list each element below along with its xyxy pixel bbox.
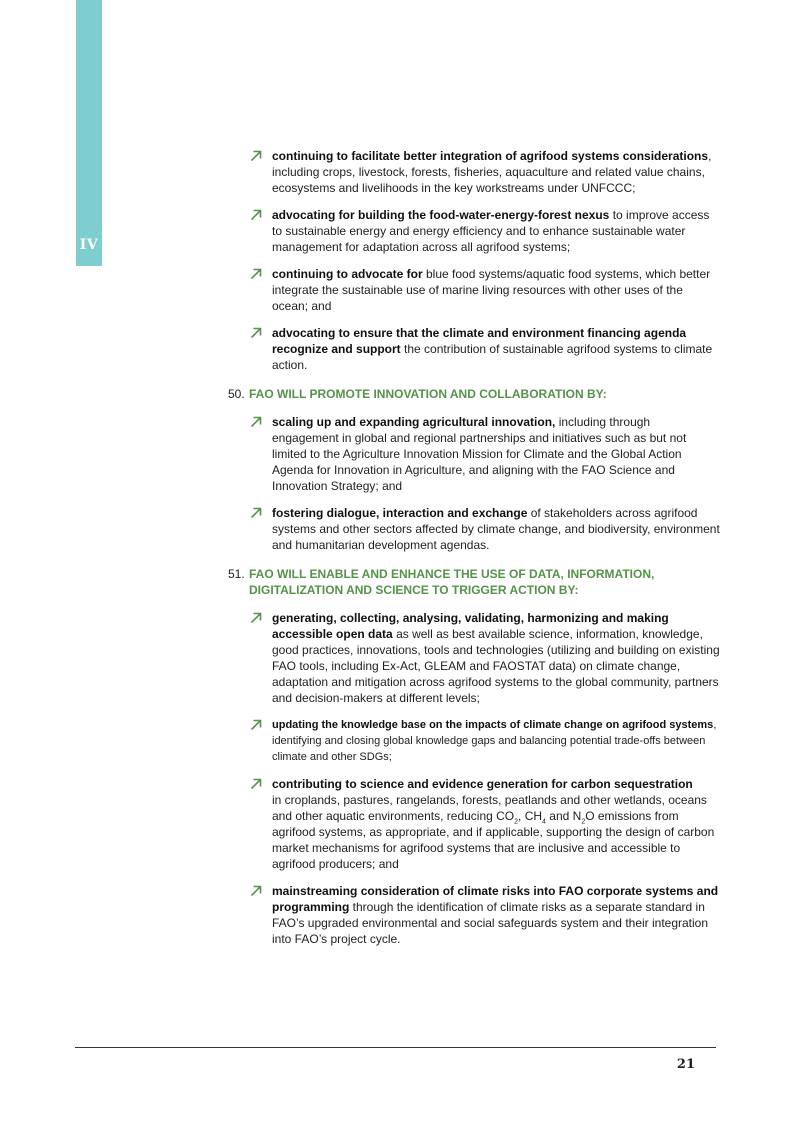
page-number: 21 <box>676 1057 695 1072</box>
list-item <box>228 325 720 373</box>
list-item <box>228 776 720 872</box>
arrow-up-right-icon <box>250 268 262 280</box>
arrow-up-right-icon <box>250 416 262 428</box>
arrow-up-right-icon <box>250 150 262 162</box>
section-number: 50. <box>228 387 245 401</box>
arrow-up-right-icon <box>250 507 262 519</box>
list-item-text: updating the knowledge base on the impacts of climate change on agrifood systems, identifying and closing global knowledge gaps and balancing potential trade-offs between climate and other SDGs; <box>272 719 717 763</box>
list-item <box>228 717 720 765</box>
section-title: FAO WILL PROMOTE INNOVATION AND COLLABORATION BY: <box>249 387 607 401</box>
list-item-text: advocating for building the food-water-energy-forest nexus to improve access to sustainable energy and energy efficiency and to enhance sustainable water management for adaptation across all agrifood systems; <box>272 208 710 254</box>
list-item <box>228 414 720 494</box>
arrow-up-right-icon <box>250 327 262 339</box>
list-item-text: scaling up and expanding agricultural innovation, including through engagement in global and regional partnerships and initiatives such as but not limited to the Agriculture Innovation Mission for Climate and the Global Action Agenda for Innovation in Agriculture, and aligning with the FAO Science and Innovation Strategy; and <box>272 415 687 493</box>
list-item-text: fostering dialogue, interaction and exchange of stakeholders across agrifood systems and other sectors affected by climate change, and biodiversity, environment and humanitarian development agendas. <box>272 506 720 552</box>
list-item-text: mainstreaming consideration of climate risks into FAO corporate systems and programming through the identification of climate risks as a separate standard in FAO’s upgraded environmental and social safeguards system and their integration into FAO’s project cycle. <box>272 884 719 946</box>
list-item <box>228 610 720 706</box>
arrow-up-right-icon <box>250 778 262 790</box>
section-51-heading <box>228 566 720 598</box>
list-item <box>228 883 720 947</box>
arrow-up-right-icon <box>250 885 262 897</box>
list-item-text: contributing to science and evidence generation for carbon sequestration in croplands, pastures, rangelands, forests, peatlands and other wetlands, oceans and other aquatic environments, reducing $CO_2$, $CH_4$ and $N_2O$ emissions from agrifood systems, as appropriate, and if applicable, supporting the design of carbon market mechanisms for agrifood systems that are inclusive and accessible to agrifood producers; and <box>272 777 715 871</box>
section-50-heading <box>228 386 720 402</box>
list-item-text: continuing to advocate for blue food systems/aquatic food systems, which better integrate the sustainable use of marine living resources with other uses of the ocean; and <box>272 267 711 313</box>
footer-divider <box>75 1047 716 1048</box>
arrow-up-right-icon <box>250 612 262 624</box>
list-item <box>228 207 720 255</box>
section-number: 51. <box>228 567 245 581</box>
chapter-side-tab <box>76 0 102 266</box>
chapter-label: IV <box>79 237 99 253</box>
arrow-up-right-icon <box>250 719 262 731</box>
main-content <box>228 148 720 958</box>
list-item-text: generating, collecting, analysing, validating, harmonizing and making accessible open data as well as best available science, information, knowledge, good practices, innovations, tools and technologies (utilizing and building on existing FAO tools, including Ex-Act, GLEAM and FAOSTAT data) on climate change, adaptation and mitigation across agrifood systems to the global community, partners and decision-makers at different levels; <box>272 611 720 705</box>
list-item-text: advocating to ensure that the climate and environment financing agenda recognize and support the contribution of sustainable agrifood systems to climate action. <box>272 326 713 372</box>
section-title: FAO WILL ENABLE AND ENHANCE THE USE OF DATA, INFORMATION, DIGITALIZATION AND SCIENCE TO TRIGGER ACTION BY: <box>249 567 655 597</box>
list-item <box>228 505 720 553</box>
list-item <box>228 148 720 196</box>
list-item-text: continuing to facilitate better integration of agrifood systems considerations, including crops, livestock, forests, fisheries, aquaculture and related value chains, ecosystems and livelihoods in the key workstreams under UNFCCC; <box>272 149 712 195</box>
arrow-up-right-icon <box>250 209 262 221</box>
list-item <box>228 266 720 314</box>
